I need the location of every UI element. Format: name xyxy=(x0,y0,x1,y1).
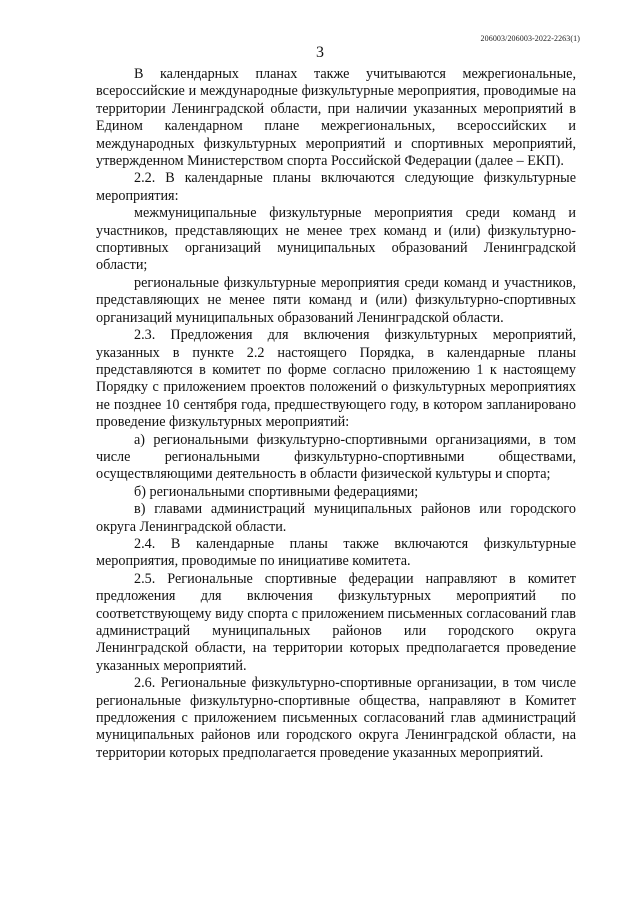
document-body xyxy=(96,66,576,762)
paragraph-2-4: 2.4. В календарные планы также включаются физкультурные мероприятия, проводимые по инициативе комитета. xyxy=(96,535,576,570)
paragraph-2-3: 2.3. Предложения для включения физкультурных мероприятий, указанных в пункте 2.2 настоящего Порядка, в календарные планы представляются в комитет по форме согласно приложению 1 к настоящему Порядку с приложением проектов положений о физкультурных мероприятиях не позднее 10 сентября года, предшествующего году, в котором запланировано проведение физкультурных мероприятий: xyxy=(96,327,576,431)
paragraph-2-2: 2.2. В календарные планы включаются следующие физкультурные мероприятия: xyxy=(96,170,576,204)
paragraph-2-3-item-b: б) региональными спортивными федерациями; xyxy=(134,483,419,500)
paragraph-2-3-item-c: в) главами администраций муниципальных районов или городского округа Ленинградской области. xyxy=(96,501,576,535)
paragraph-2-2-item-1: межмуниципальные физкультурные мероприятия среди команд и участников, представляющих не менее трех команд и (или) физкультурно-спортивных организаций муниципальных образований Ленинградской области; xyxy=(96,205,576,274)
paragraph-2-3-item-a: а) региональными физкультурно-спортивными организациями, в том числе региональными физкультурно-спортивными обществами, осуществляющими деятельность в области физической культуры и спорта; xyxy=(96,431,576,483)
paragraph-2-2-item-2: региональные физкультурные мероприятия среди команд и участников, представляющих не менее пяти команд и (или) физкультурно-спортивных организаций муниципальных образований Ленинградской области. xyxy=(96,274,576,326)
paragraph-2-5: 2.5. Региональные спортивные федерации направляют в комитет предложения для включения физкультурных мероприятий по соответствующему виду спорта с приложением письменных согласований глав администраций муниципальных районов или городского округа Ленинградской области, на территории которых предполагается проведение указанных мероприятий. xyxy=(96,570,576,674)
paragraph-intro: В календарных планах также учитываются межрегиональные, всероссийские и международные физкультурные мероприятия, проводимые на территории Ленинградской области, при наличии указанных мероприятий в Едином календарном плане межрегиональных, всероссийских и международных физкультурных мероприятий и спортивных мероприятий, утвержденном Министерством спорта Российской Федерации (далее – ЕКП). xyxy=(96,66,576,170)
document-id: 206003/206003-2022-2263(1) xyxy=(480,34,580,43)
paragraph-2-6: 2.6. Региональные физкультурно-спортивные организации, в том числе региональные физкультурно-спортивные общества, направляют в Комитет предложения с приложением письменных согласований глав администраций муниципальных районов или городского округа Ленинградской области, на территории которых предполагается проведение указанных мероприятий. xyxy=(96,675,576,761)
page-number: 3 xyxy=(316,44,324,61)
